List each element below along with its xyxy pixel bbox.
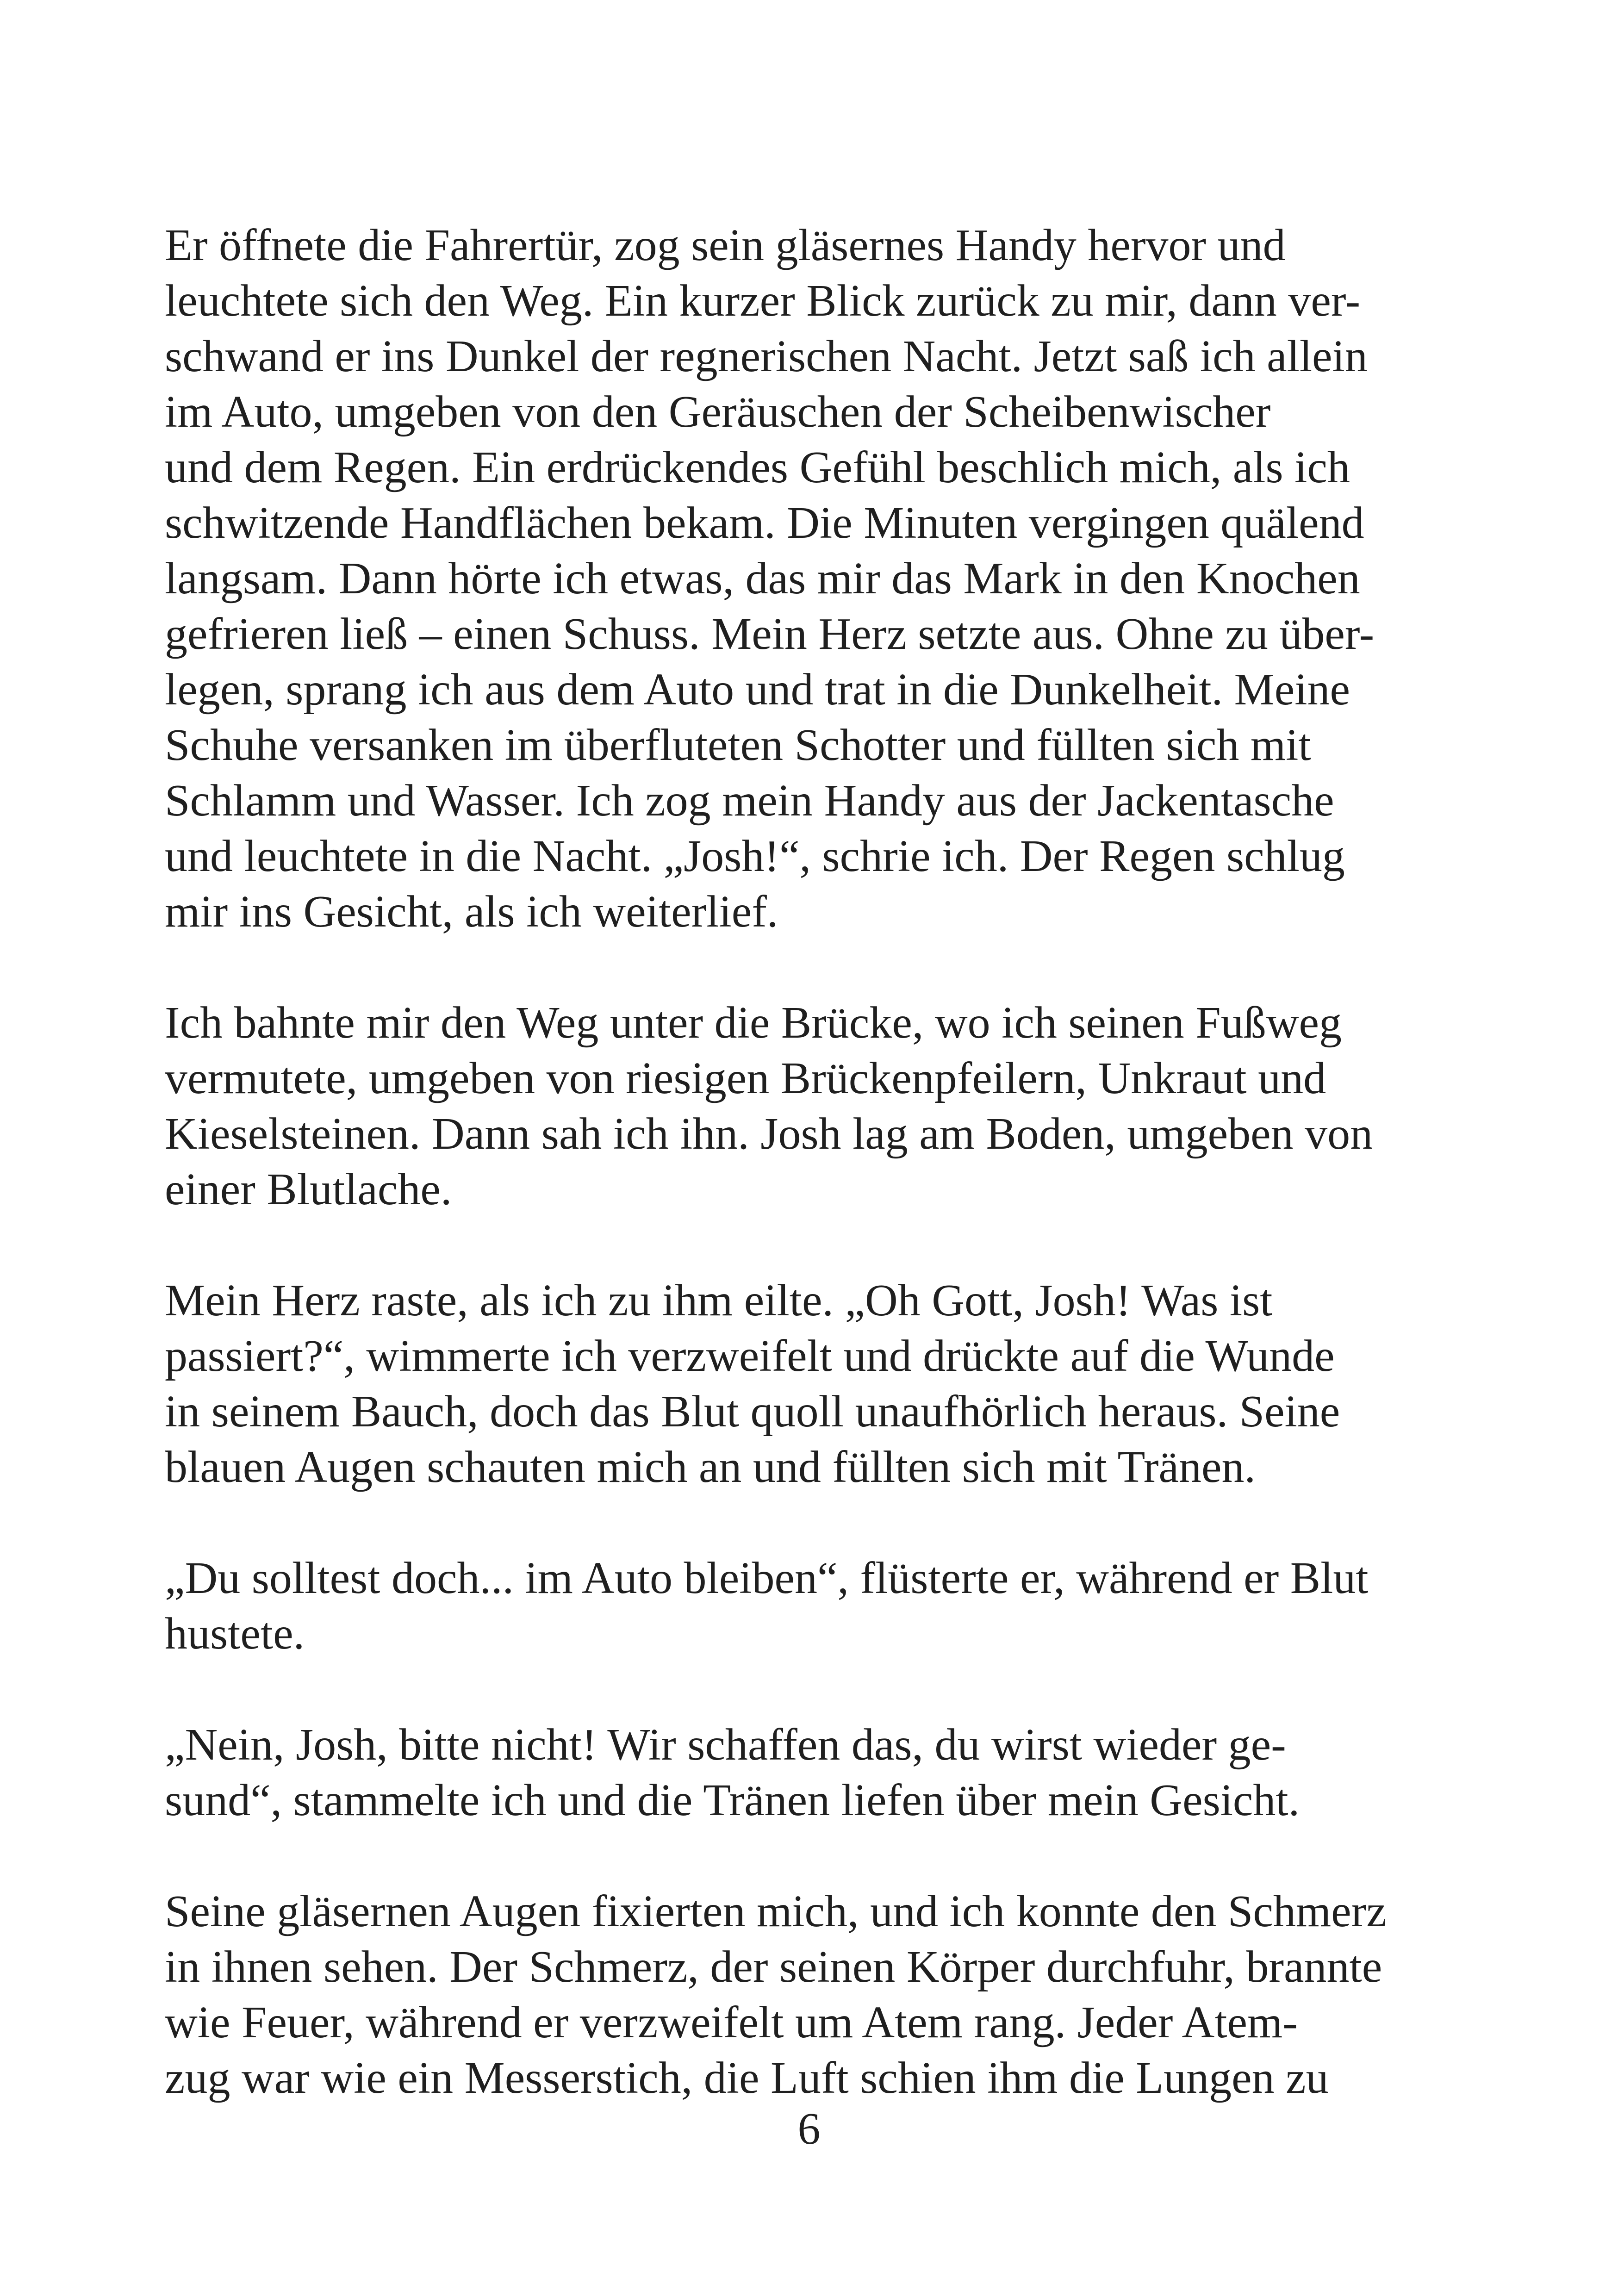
text-line: „Du solltest doch... im Auto bleiben“, flüsterte er, während er Blut — [165, 1553, 1369, 1603]
page-number: 6 — [797, 2104, 821, 2154]
paragraph-1 — [165, 218, 1461, 940]
text-line: in seinem Bauch, doch das Blut quoll unaufhörlich heraus. Seine — [165, 1387, 1340, 1437]
text-line: „Nein, Josh, bitte nicht! Wir schaffen das, du wirst wieder ge- — [165, 1720, 1286, 1770]
text-line: Mein Herz raste, als ich zu ihm eilte. „Oh Gott, Josh! Was ist — [165, 1276, 1273, 1325]
text-line: zug war wie ein Messerstich, die Luft schien ihm die Lungen zu — [165, 2053, 1329, 2103]
text-line: hustete. — [165, 1609, 305, 1659]
text-line: Er öffnete die Fahrertür, zog sein gläsernes Handy hervor und — [165, 220, 1286, 270]
text-line: schwitzende Handflächen bekam. Die Minuten vergingen quälend — [165, 498, 1364, 548]
text-line: vermutete, umgeben von riesigen Brückenpfeilern, Unkraut und — [165, 1053, 1326, 1103]
text-line: blauen Augen schauten mich an und füllten sich mit Tränen. — [165, 1442, 1256, 1492]
text-line: und dem Regen. Ein erdrückendes Gefühl beschlich mich, als ich — [165, 442, 1350, 492]
text-line: Schuhe versanken im überfluteten Schotter und füllten sich mit — [165, 720, 1311, 770]
paragraph-5 — [165, 1717, 1461, 1828]
paragraph-4 — [165, 1550, 1461, 1661]
text-line: gefrieren ließ – einen Schuss. Mein Herz setzte aus. Ohne zu über- — [165, 609, 1375, 659]
text-line: einer Blutlache. — [165, 1164, 452, 1214]
text-line: legen, sprang ich aus dem Auto und trat in die Dunkelheit. Meine — [165, 665, 1350, 715]
text-line: und leuchtete in die Nacht. „Josh!“, schrie ich. Der Regen schlug — [165, 831, 1345, 881]
text-line: in ihnen sehen. Der Schmerz, der seinen Körper durchfuhr, brannte — [165, 1942, 1382, 1992]
paragraph-3 — [165, 1273, 1461, 1495]
text-line: sund“, stammelte ich und die Tränen liefen über mein Gesicht. — [165, 1775, 1300, 1825]
text-line: langsam. Dann hörte ich etwas, das mir das Mark in den Knochen — [165, 554, 1360, 604]
text-line: Seine gläsernen Augen fixierten mich, und ich konnte den Schmerz — [165, 1886, 1387, 1936]
body-text — [165, 218, 1461, 2106]
text-line: leuchtete sich den Weg. Ein kurzer Blick zurück zu mir, dann ver- — [165, 276, 1361, 326]
paragraph-2 — [165, 995, 1461, 1217]
text-line: im Auto, umgeben von den Geräuschen der Scheibenwischer — [165, 387, 1271, 437]
text-line: passiert?“, wimmerte ich verzweifelt und drückte auf die Wunde — [165, 1331, 1335, 1381]
text-line: Kieselsteinen. Dann sah ich ihn. Josh lag am Boden, umgeben von — [165, 1109, 1373, 1159]
paragraph-6 — [165, 1884, 1461, 2106]
text-line: schwand er ins Dunkel der regnerischen Nacht. Jetzt saß ich allein — [165, 331, 1368, 381]
text-line: wie Feuer, während er verzweifelt um Atem rang. Jeder Atem- — [165, 1997, 1298, 2047]
text-line: Ich bahnte mir den Weg unter die Brücke, wo ich seinen Fußweg — [165, 998, 1342, 1048]
text-line: Schlamm und Wasser. Ich zog mein Handy aus der Jackentasche — [165, 776, 1334, 826]
text-line: mir ins Gesicht, als ich weiterlief. — [165, 887, 778, 937]
